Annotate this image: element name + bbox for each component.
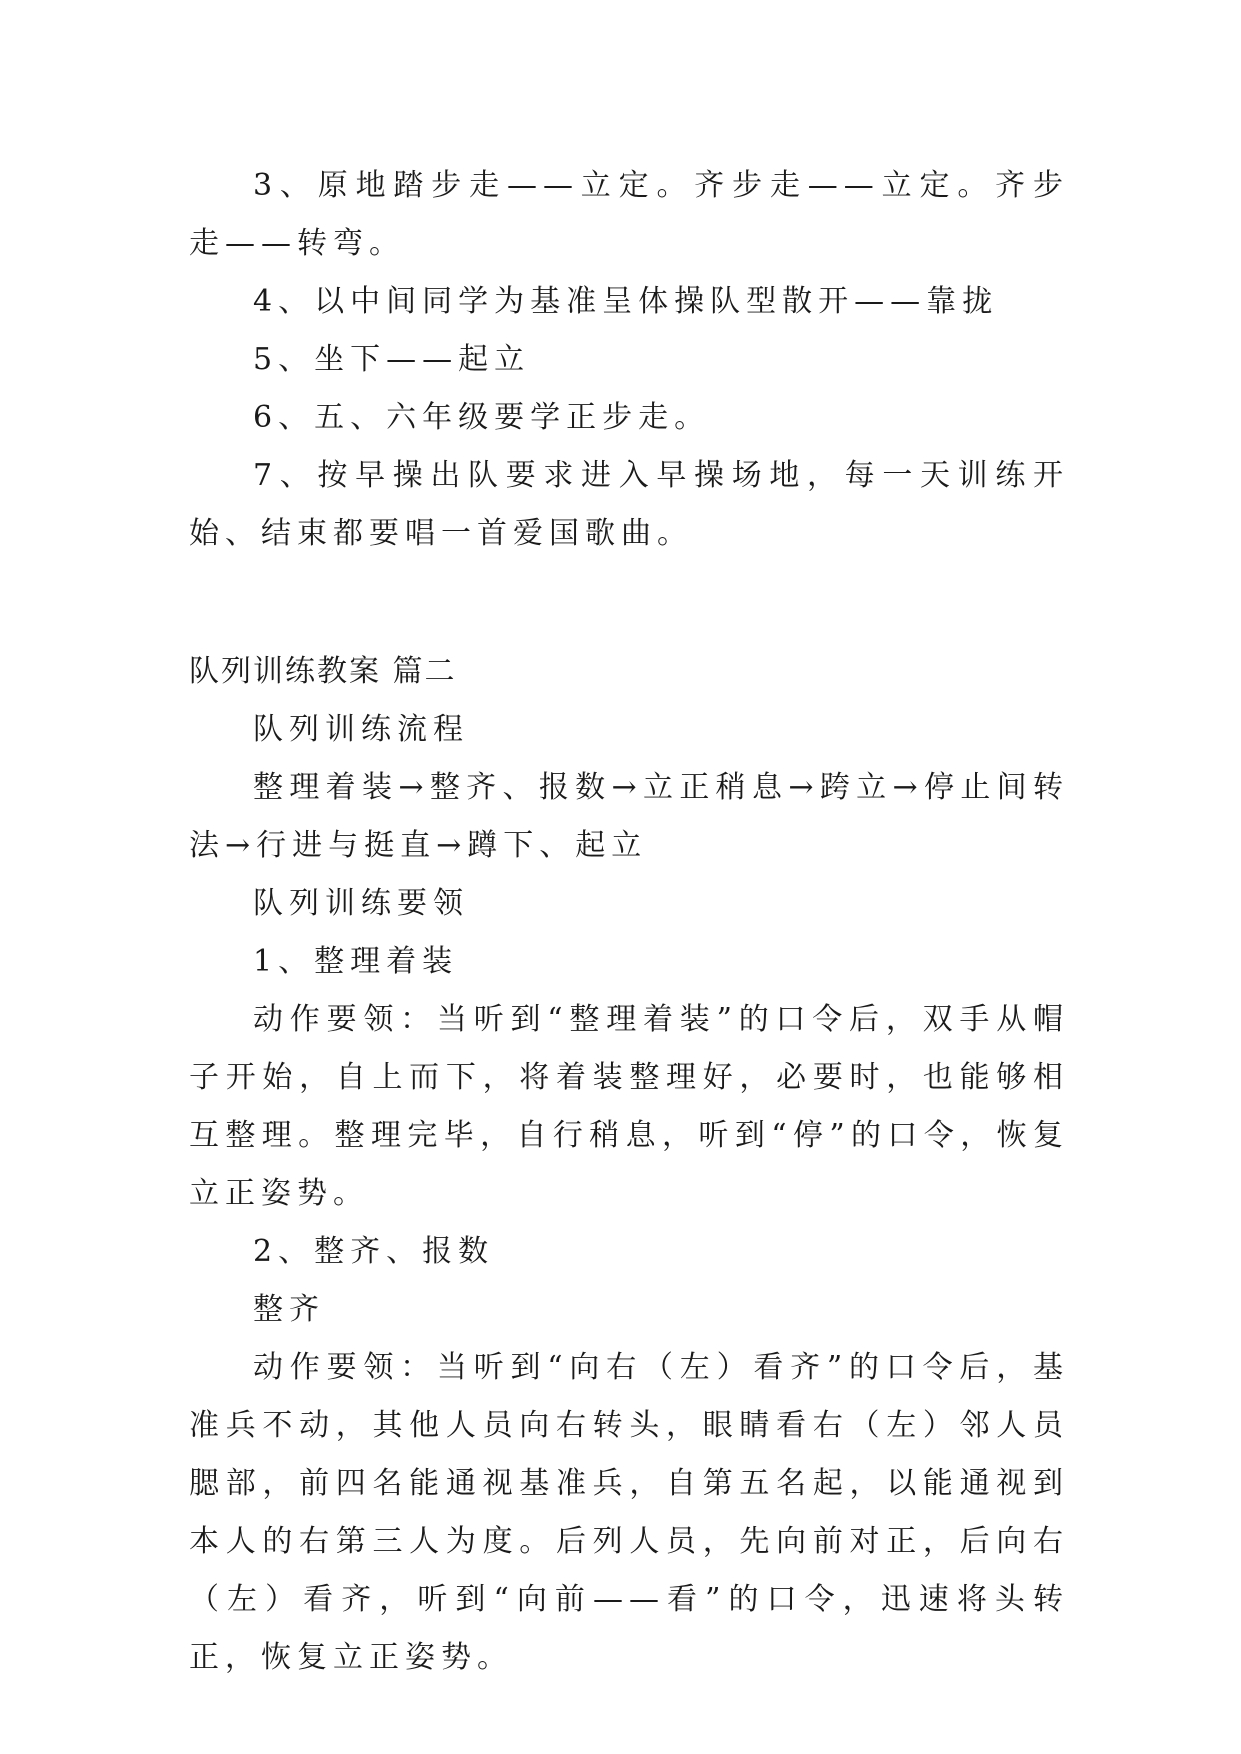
section-title: 队列训练教案 篇二: [189, 654, 457, 689]
paragraph-flow-steps: 整理着装→整齐、报数→立正稍息→跨立→停止间转法→行进与挺直→蹲下、起立: [189, 770, 1069, 863]
heading-alignment-count: 2、整齐、报数: [253, 1234, 495, 1269]
paragraph-step-3: 3、原地踏步走——立定。齐步走——立定。齐步走——转弯。: [189, 168, 1069, 261]
paragraph-step-4: 4、以中间同学为基准呈体操队型散开——靠拢: [253, 284, 999, 319]
paragraph-step-6: 6、五、六年级要学正步走。: [253, 400, 711, 435]
paragraph-step-7: 7、按早操出队要求进入早操场地，每一天训练开始、结束都要唱一首爱国歌曲。: [189, 458, 1069, 551]
paragraph-step-5: 5、坐下——起立: [253, 342, 531, 377]
heading-alignment: 整齐: [253, 1292, 325, 1327]
paragraph-alignment: 动作要领：当听到“向右（左）看齐”的口令后，基准兵不动，其他人员向右转头，眼睛看右（左）邻人员腮部，前四名能通视基准兵，自第五名起，以能通视到本人的右第三人为度。后列人员，先向前对正，后向右（左）看齐，听到“向前——看”的口令，迅速将头转正，恢复立正姿势。: [189, 1350, 1069, 1675]
paragraph-dress-arrangement: 动作要领：当听到“整理着装”的口令后，双手从帽子开始，自上而下，将着装整理好，必要时，也能够相互整理。整理完毕，自行稍息，听到“停”的口令，恢复立正姿势。: [189, 1002, 1069, 1211]
section-spacer: [189, 563, 1069, 643]
heading-dress-arrangement: 1、整理着装: [253, 944, 459, 979]
heading-training-flow: 队列训练流程: [253, 712, 469, 747]
document-body: [189, 157, 1069, 1687]
heading-training-essentials: 队列训练要领: [253, 886, 469, 921]
